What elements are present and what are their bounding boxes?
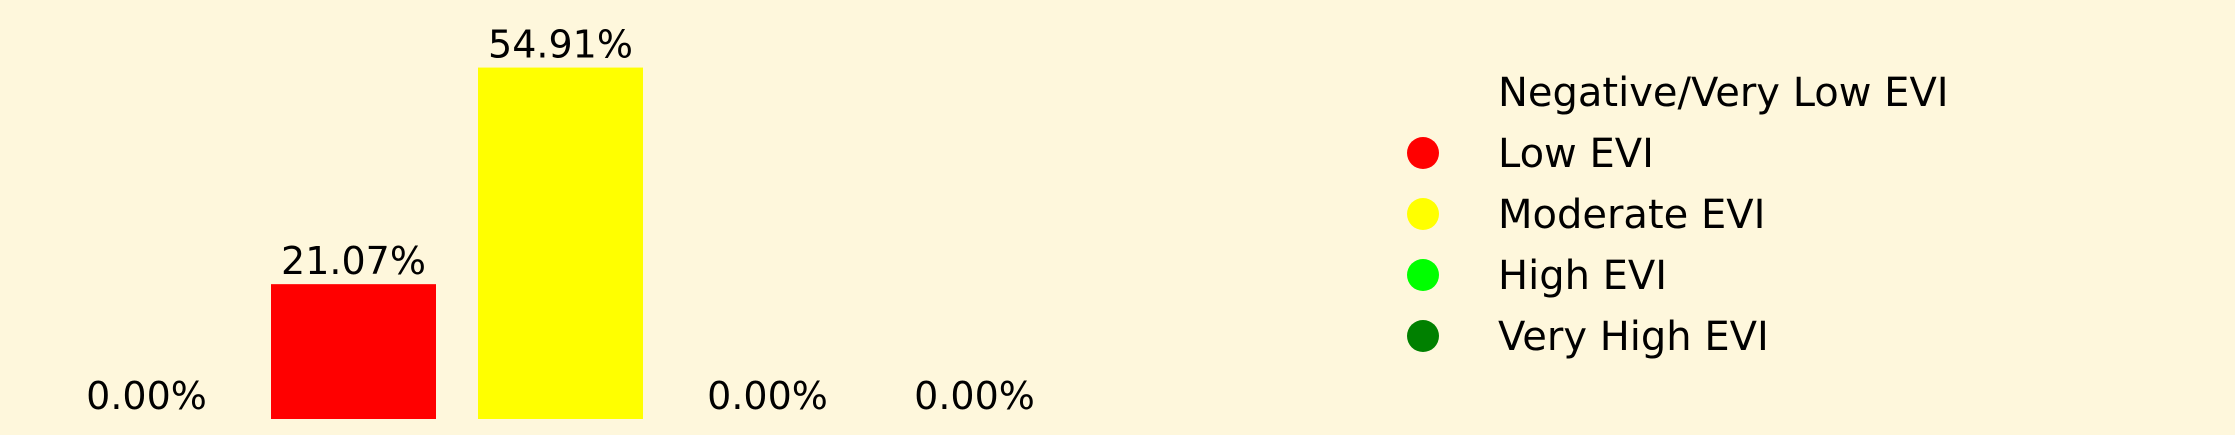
bar-value-label-high-evi: 0.00% [707,374,828,418]
legend-marker-moderate-evi [1407,198,1439,230]
legend-marker-very-high-evi [1407,320,1439,352]
legend-marker-negative-very-low-evi [1407,76,1439,108]
legend-label-very-high-evi: Very High EVI [1498,314,1769,360]
legend-label-negative-very-low-evi: Negative/Very Low EVI [1498,70,1949,116]
legend-label-moderate-evi: Moderate EVI [1498,192,1766,238]
bar-value-label-moderate-evi: 54.91% [488,22,633,67]
bar-value-label-very-high-evi: 0.00% [914,374,1035,418]
bar-low-evi [271,284,436,419]
legend-marker-low-evi [1407,137,1439,169]
bar-value-label-low-evi: 21.07% [281,239,426,284]
legend-label-high-evi: High EVI [1498,253,1668,299]
legend-marker-high-evi [1407,259,1439,291]
legend-label-low-evi: Low EVI [1498,131,1654,177]
bar-value-label-negative-very-low-evi: 0.00% [86,374,207,418]
bar-moderate-evi [478,68,643,419]
